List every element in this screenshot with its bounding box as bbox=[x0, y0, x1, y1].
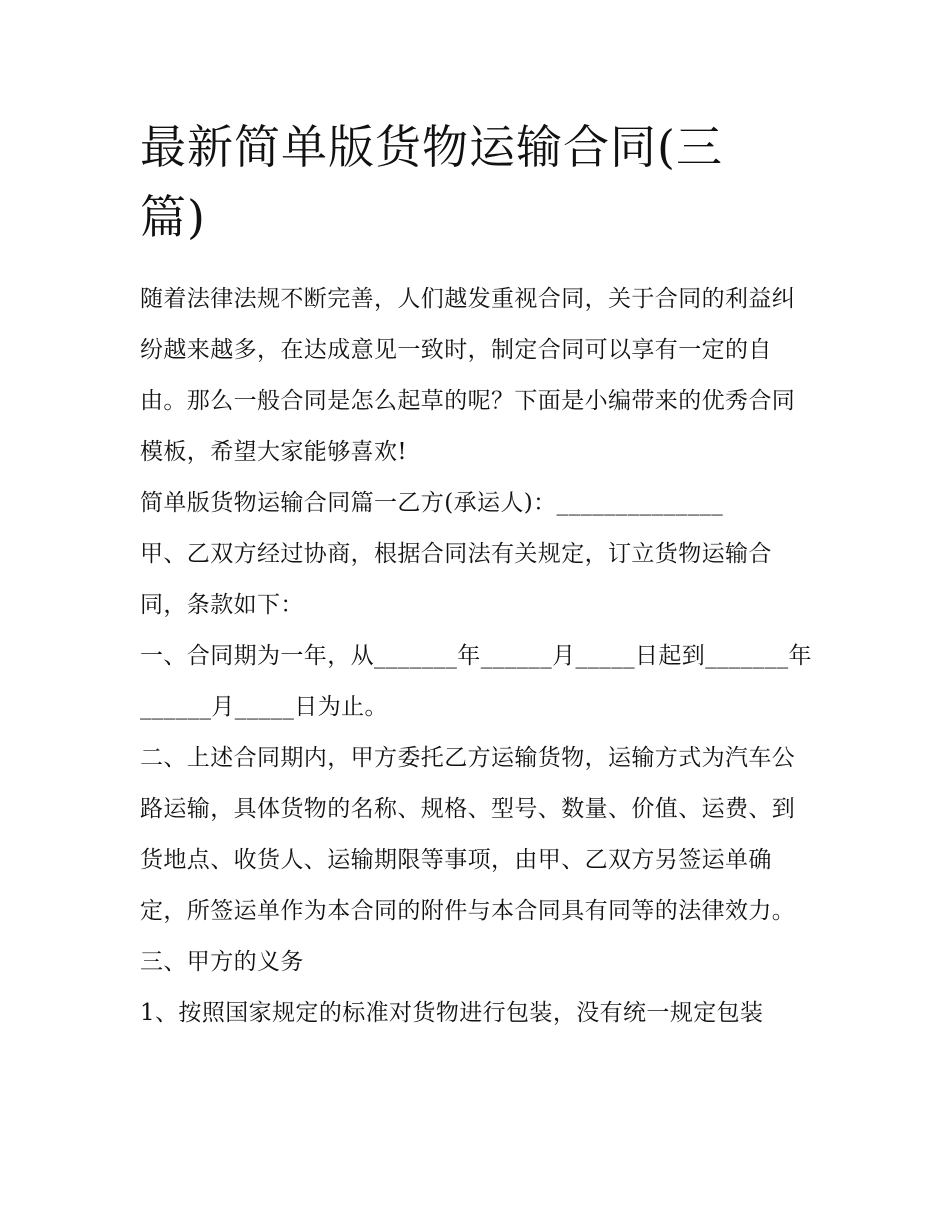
clause-one-term: 一、合同期为一年，从_______年______月_____日起到_______年______月_____日为止。 bbox=[140, 643, 812, 720]
intro-paragraph: 随着法律法规不断完善，人们越发重视合同，关于合同的利益纠纷越来越多，在达成意见一致时，制定合同可以享有一定的自由。那么一般合同是怎么起草的呢？下面是小编带来的优秀合同模板，希望大家能够喜欢! bbox=[140, 286, 796, 465]
document-title: 最新简单版货物运输合同(三篇) bbox=[140, 120, 723, 244]
section-heading-part-one: 简单版货物运输合同篇一乙方(承运人)：______________ bbox=[140, 490, 724, 516]
clause-three-heading: 三、甲方的义务 bbox=[140, 949, 304, 975]
agreement-paragraph: 甲、乙双方经过协商，根据合同法有关规定，订立货物运输合同，条款如下： bbox=[140, 541, 772, 618]
document-body bbox=[140, 112, 812, 1039]
clause-two-transport: 二、上述合同期内，甲方委托乙方运输货物，运输方式为汽车公路运输，具体货物的名称、规格、型号、数量、价值、运费、到货地点、收货人、运输期限等事项，由甲、乙双方另签运单确定，所签运单作为本合同的附件与本合同具有同等的法律效力。 bbox=[140, 745, 796, 924]
clause-three-item-one: 1、按照国家规定的标准对货物进行包装，没有统一规定包装 bbox=[140, 1000, 764, 1026]
